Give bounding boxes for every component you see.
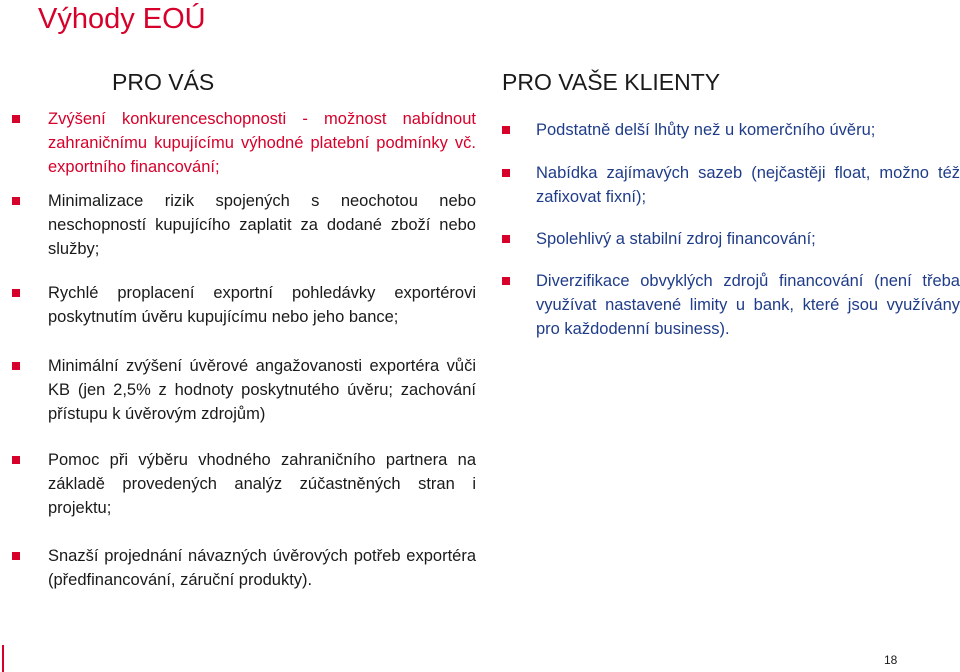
list-item bbox=[12, 281, 476, 329]
list-item bbox=[502, 118, 960, 142]
list-item bbox=[12, 544, 476, 592]
list-item-text: Minimalizace rizik spojených s neochotou nebo neschopností kupujícího zaplatit za dodané zboží nebo služby; bbox=[48, 192, 476, 258]
list-item bbox=[12, 354, 476, 426]
list-item-text: Snazší projednání návazných úvěrových potřeb exportéra (předfinancování, záruční produkty). bbox=[48, 547, 476, 589]
square-bullet-icon bbox=[12, 197, 20, 205]
list-item bbox=[12, 448, 476, 520]
list-item bbox=[502, 269, 960, 341]
page-marker-line bbox=[2, 645, 4, 672]
list-item-text: Podstatně delší lhůty než u komerčního úvěru; bbox=[536, 121, 876, 139]
list-item-text: Pomoc při výběru vhodného zahraničního partnera na základě provedených analýz zúčastněných stran i projektu; bbox=[48, 451, 476, 517]
square-bullet-icon bbox=[502, 235, 510, 243]
square-bullet-icon bbox=[502, 126, 510, 134]
square-bullet-icon bbox=[12, 456, 20, 464]
right-benefits-list bbox=[502, 118, 960, 341]
list-item-text: Zvýšení konkurenceschopnosti - možnost nabídnout zahraničnímu kupujícímu výhodné platební podmínky vč. exportního financování; bbox=[48, 110, 476, 176]
square-bullet-icon bbox=[502, 277, 510, 285]
list-item bbox=[12, 107, 476, 179]
list-item-text: Spolehlivý a stabilní zdroj financování; bbox=[536, 230, 816, 248]
right-column-heading: PRO VAŠE KLIENTY bbox=[502, 69, 721, 95]
list-item-text: Minimální zvýšení úvěrové angažovanosti exportéra vůči KB (jen 2,5% z hodnoty poskytnutého úvěru; zachování přístupu k úvěrovým zdrojům) bbox=[48, 357, 476, 423]
list-item-text: Rychlé proplacení exportní pohledávky exportérovi poskytnutím úvěru kupujícímu nebo jeho bance; bbox=[48, 284, 476, 326]
list-item bbox=[12, 189, 476, 261]
square-bullet-icon bbox=[502, 169, 510, 177]
left-benefits-list bbox=[12, 107, 476, 592]
page-title: Výhody EOÚ bbox=[38, 3, 206, 35]
list-item bbox=[502, 161, 960, 209]
square-bullet-icon bbox=[12, 362, 20, 370]
square-bullet-icon bbox=[12, 289, 20, 297]
square-bullet-icon bbox=[12, 115, 20, 123]
list-item-text: Nabídka zajímavých sazeb (nejčastěji float, možno též zafixovat fixní); bbox=[536, 164, 960, 206]
page-number: 18 bbox=[884, 653, 898, 667]
left-column-heading: PRO VÁS bbox=[112, 69, 215, 95]
square-bullet-icon bbox=[12, 552, 20, 560]
list-item-text: Diverzifikace obvyklých zdrojů financování (není třeba využívat nastavené limity u bank, které jsou využívány pro každodenní business). bbox=[536, 272, 960, 338]
list-item bbox=[502, 227, 960, 251]
